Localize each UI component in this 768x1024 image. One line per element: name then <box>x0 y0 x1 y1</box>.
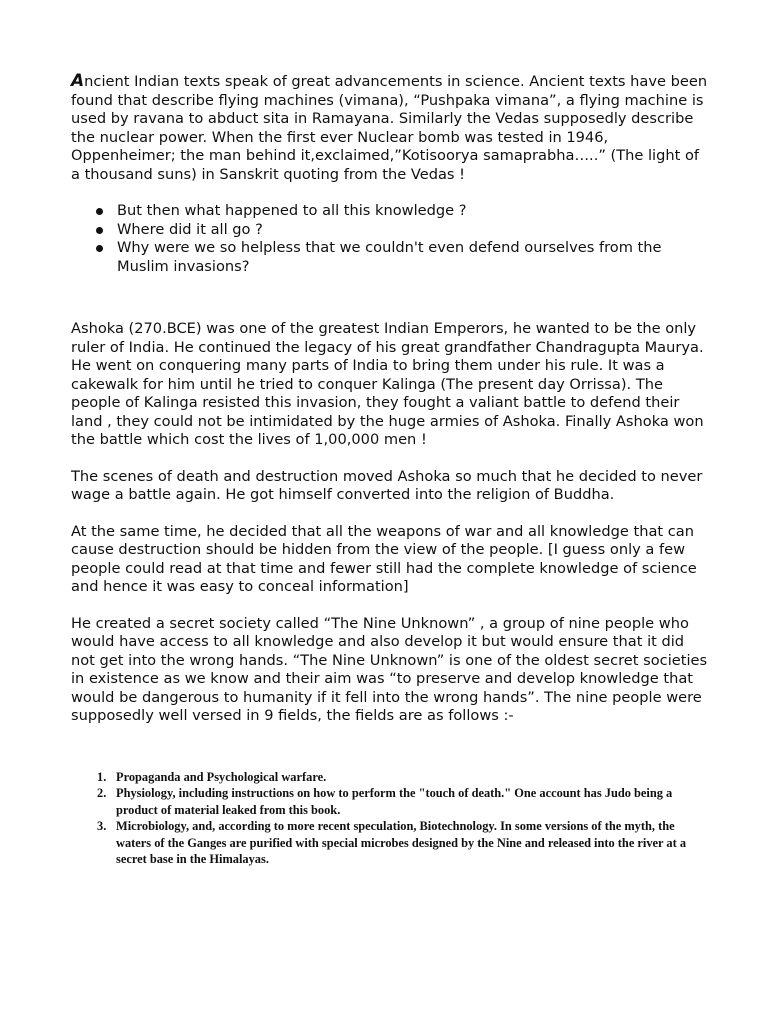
intro-paragraph <box>71 72 711 184</box>
question-list <box>71 202 711 276</box>
field-text: Propaganda and Psychological warfare. <box>116 769 327 784</box>
list-item <box>71 818 711 868</box>
bullet-icon <box>96 245 103 252</box>
list-number: 1. <box>97 769 107 784</box>
document-page <box>71 72 711 868</box>
question-text: Why were we so helpless that we couldn't even defend ourselves from the Muslim invasions? <box>117 239 662 275</box>
list-item <box>71 221 711 240</box>
same-time-paragraph: At the same time, he decided that all the weapons of war and all knowledge that can cause destruction should be hidden from the view of the people. [I guess only a few people could read at that time and fewer still had the complete knowledge of science and hence it was easy to conceal information] <box>71 522 697 595</box>
scenes-paragraph: The scenes of death and destruction moved Ashoka so much that he decided to never wage a battle again. He got himself converted into the religion of Buddha. <box>71 467 703 503</box>
list-item <box>71 769 711 786</box>
ashoka-paragraph: Ashoka (270.BCE) was one of the greatest Indian Emperors, he wanted to be the only ruler of India. He continued the legacy of his great grandfather Chandragupta Maurya. He went on conquering many parts of India to bring them under his rule. It was a cakewalk for him until he tried to conquer Kalinga (The present day Orrissa). The people of Kalinga resisted this invasion, they fought a valiant battle to defend their land , they could not be intimidated by the huge armies of Ashoka. Finally Ashoka won the battle which cost the lives of 1,00,000 men ! <box>71 320 704 448</box>
list-item <box>71 785 711 818</box>
bullet-icon <box>96 208 103 215</box>
list-number: 2. <box>97 786 107 800</box>
question-text: But then what happened to all this knowledge ? <box>117 202 467 219</box>
fields-list <box>71 769 711 868</box>
list-item <box>71 239 711 276</box>
field-text: Physiology, including instructions on how to perform the "touch of death." One account has Judo being a product of material leaked from this book. <box>116 786 673 817</box>
bullet-icon <box>96 227 103 234</box>
list-item <box>71 202 711 221</box>
intro-text: ncient Indian texts speak of great advancements in science. Ancient texts have been found that describe flying machines (vimana), “Pushpaka vimana”, a flying machine is used by ravana to abduct sita in Ramayana. Similarly the Vedas supposedly describe the nuclear power. When the first ever Nuclear bomb was tested in 1946, Oppenheimer; the man behind it,exclaimed,”Kotisoorya samaprabha…..” (The light of a thousand suns) in Sanskrit quoting from the Vedas ! <box>71 73 708 183</box>
intro-drop-initial: A <box>71 71 85 91</box>
question-text: Where did it all go ? <box>117 220 263 238</box>
list-number: 3. <box>97 819 107 833</box>
secret-society-paragraph: He created a secret society called “The Nine Unknown” , a group of nine people who would have access to all knowledge and also develop it but would ensure that it did not get into the wrong hands. “The Nine Unknown” is one of the oldest secret societies in existence as we know and their aim was “to preserve and develop knowledge that would be dangerous to humanity if it fell into the wrong hands”. The nine people were supposedly well versed in 9 fields, the fields are as follows :- <box>71 614 708 724</box>
field-text: Microbiology, and, according to more recent speculation, Biotechnology. In some versions of the myth, the waters of the Ganges are purified with special microbes designed by the Nine and released into the river at a secret base in the Himalayas. <box>116 819 687 866</box>
